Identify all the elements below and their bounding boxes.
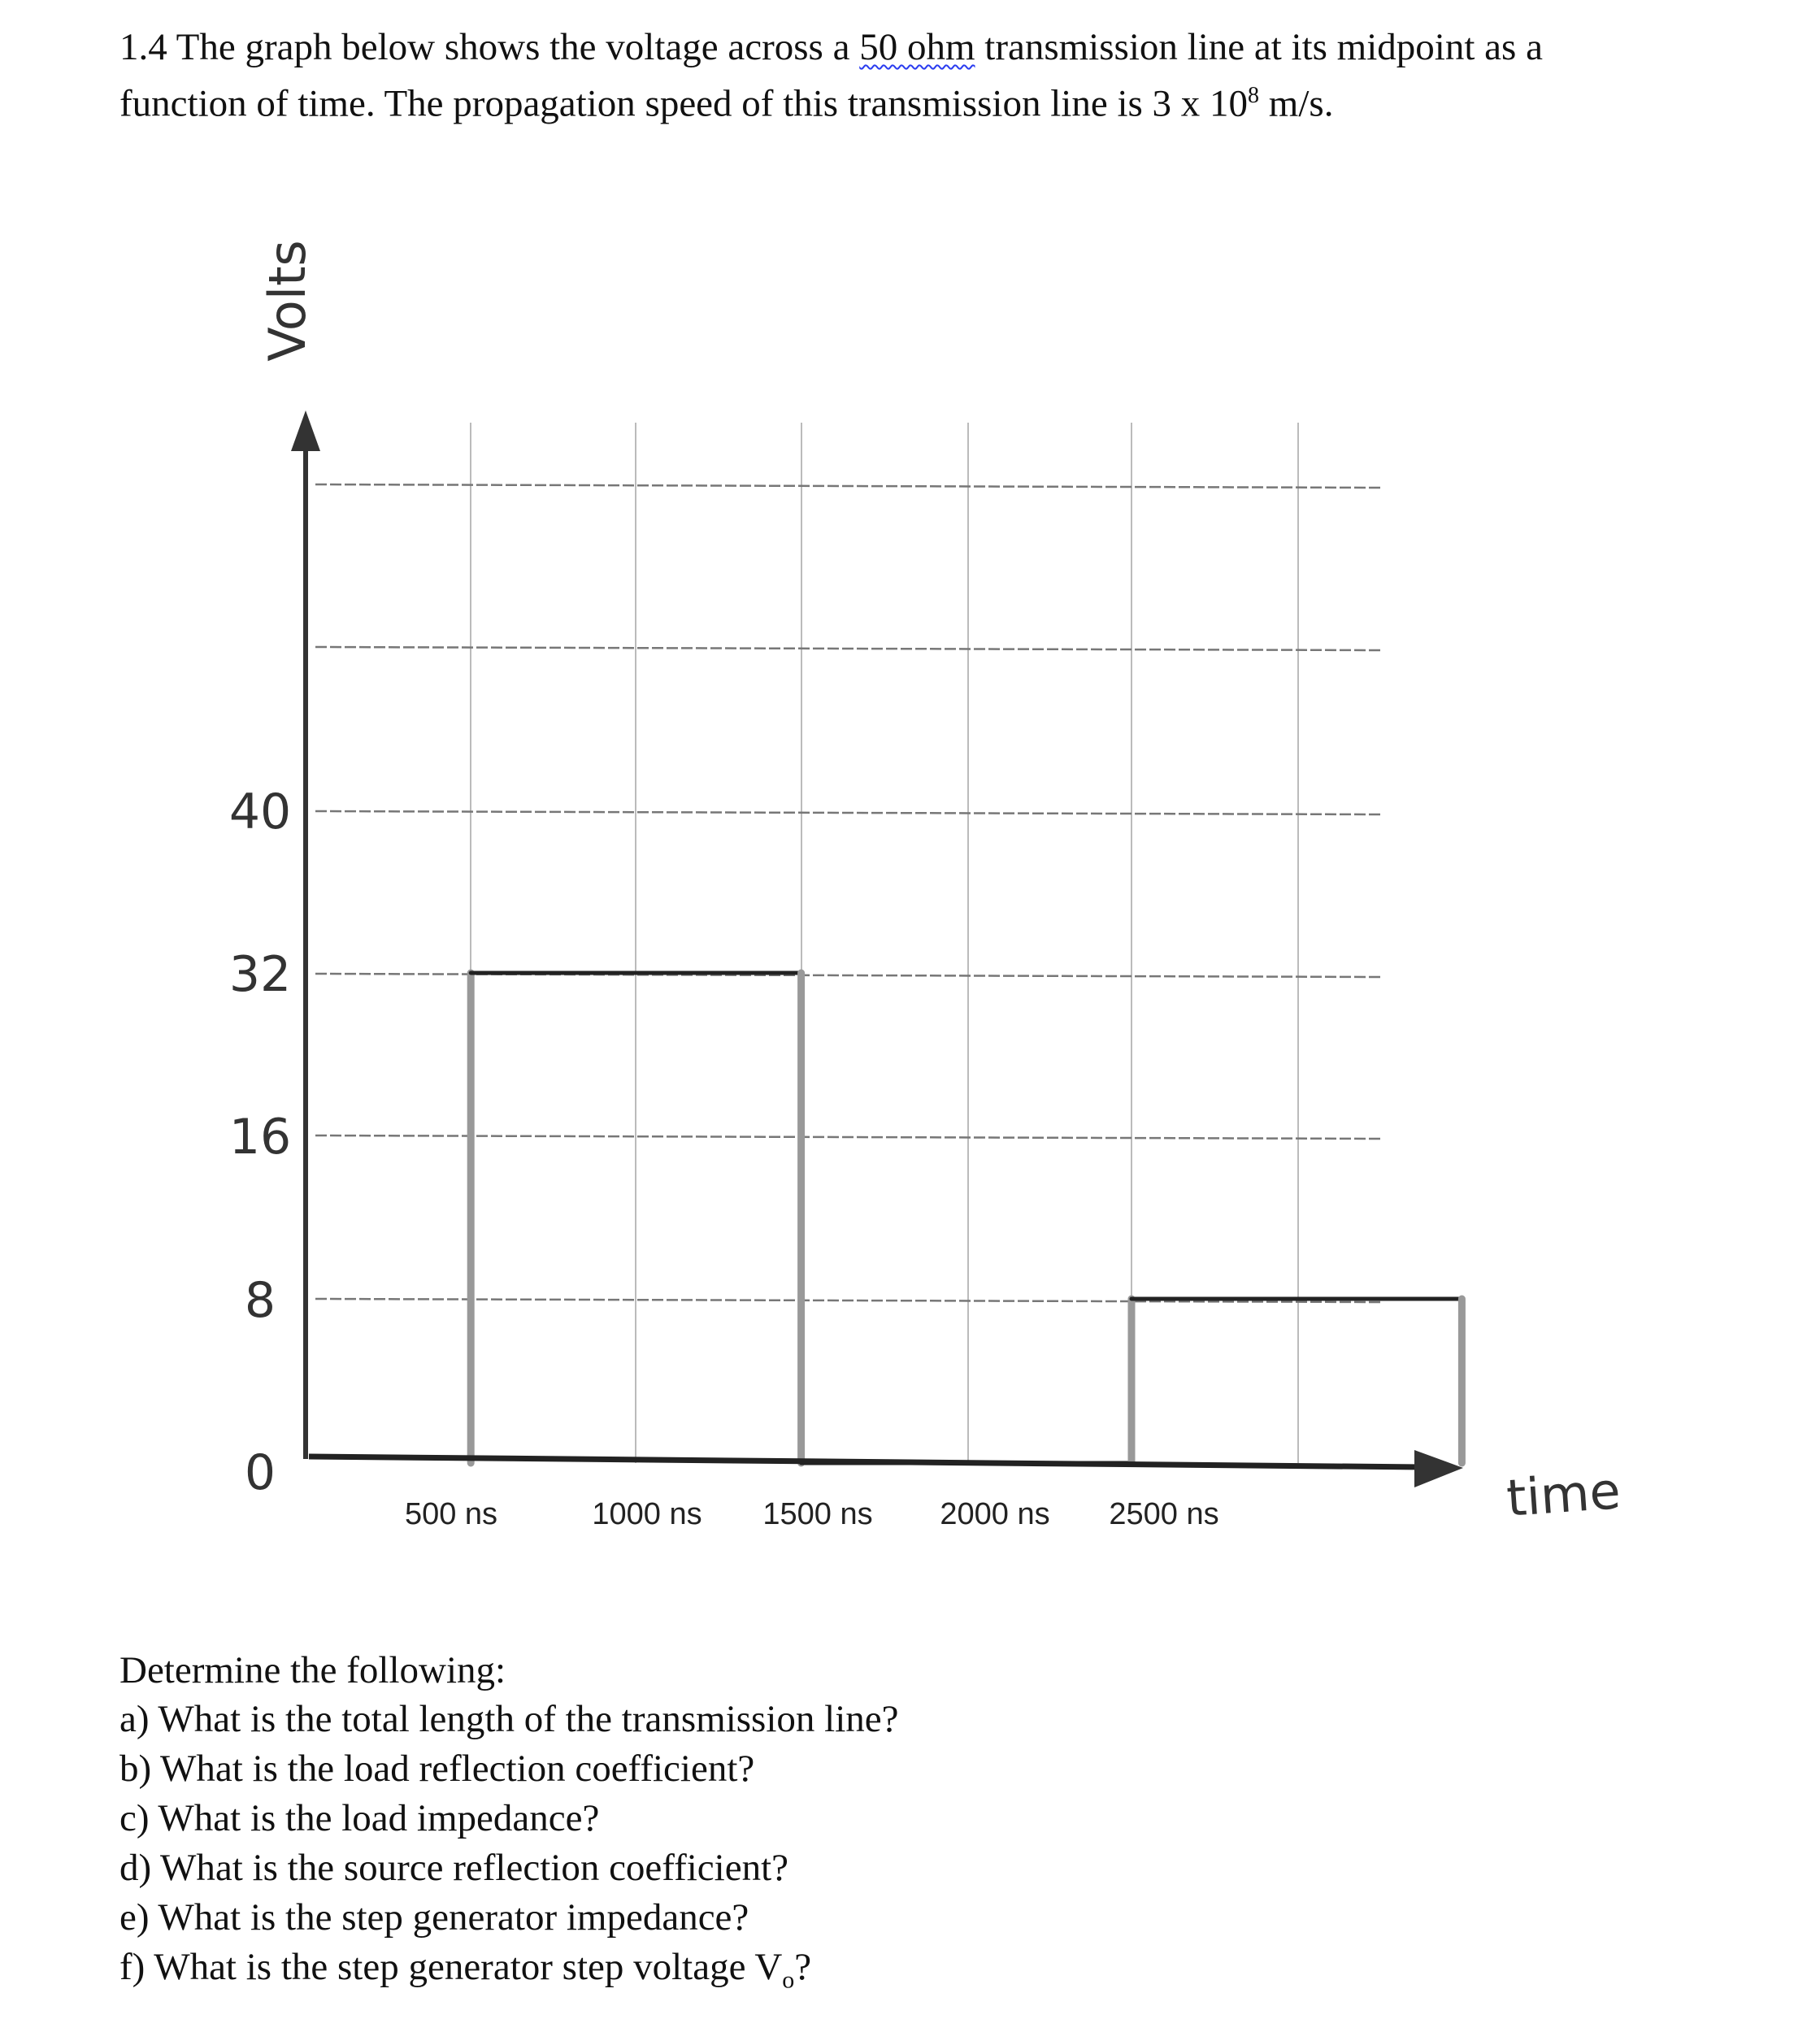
question-text: c) What is the load impedance? [119,1797,600,1839]
x-tick-label: 500 ns [404,1497,498,1531]
question-text: e) What is the step generator impedance? [119,1896,749,1939]
y-tick-labels [229,784,291,1501]
y-tick-label: 8 [244,1272,276,1329]
question-text: a) What is the total length of the transmission line? [119,1698,899,1740]
question-item [119,1843,788,1892]
questions-intro: Determine the following: [119,1649,506,1691]
problem-text: transmission line at its midpoint as a [975,26,1543,68]
gridline-horizontal [315,1135,1382,1139]
problem-text: m/s. [1259,82,1334,125]
gridline-horizontal [315,811,1382,814]
y-axis-label: Volts [258,240,317,362]
x-axis-label: time [1505,1461,1622,1528]
problem-text: function of time. The propagation speed of this transmission line is 3 x 10 [119,82,1249,125]
question-text: f) What is the step generator step voltage V [119,1946,783,1988]
x-axis-arrow-icon [1414,1450,1463,1487]
x-tick-labels [405,1497,1219,1531]
question-text: b) What is the load reflection coefficient? [119,1748,755,1790]
question-item [119,1695,899,1743]
x-tick-label: 1500 ns [762,1497,873,1531]
question-mark: ? [794,1946,812,1988]
y-axis-arrow-icon [291,410,320,451]
problem-text: 1.4 The graph below shows the voltage across a [119,26,860,68]
exponent: 8 [1248,83,1260,108]
question-item [119,1943,811,2004]
question-item [119,1744,754,1793]
y-tick-label: 0 [244,1444,276,1501]
subscript: o [782,1966,795,1994]
y-tick-label: 16 [228,1109,292,1166]
gridline-horizontal [315,484,1382,488]
x-tick-label: 2000 ns [940,1497,1050,1531]
x-tick-label: 2500 ns [1109,1497,1219,1531]
question-text: d) What is the source reflection coefficient? [119,1847,789,1889]
x-tick-label: 1000 ns [592,1497,702,1531]
gridline-horizontal [315,647,1382,650]
grid [315,423,1382,1463]
y-tick-label: 32 [228,946,292,1003]
series [471,973,1462,1463]
y-tick-label: 40 [228,784,292,840]
spellcheck-marked-text: 50 ohm [859,26,975,68]
question-item [119,1893,749,1942]
question-item [119,1794,599,1843]
x-axis [309,1457,1423,1467]
